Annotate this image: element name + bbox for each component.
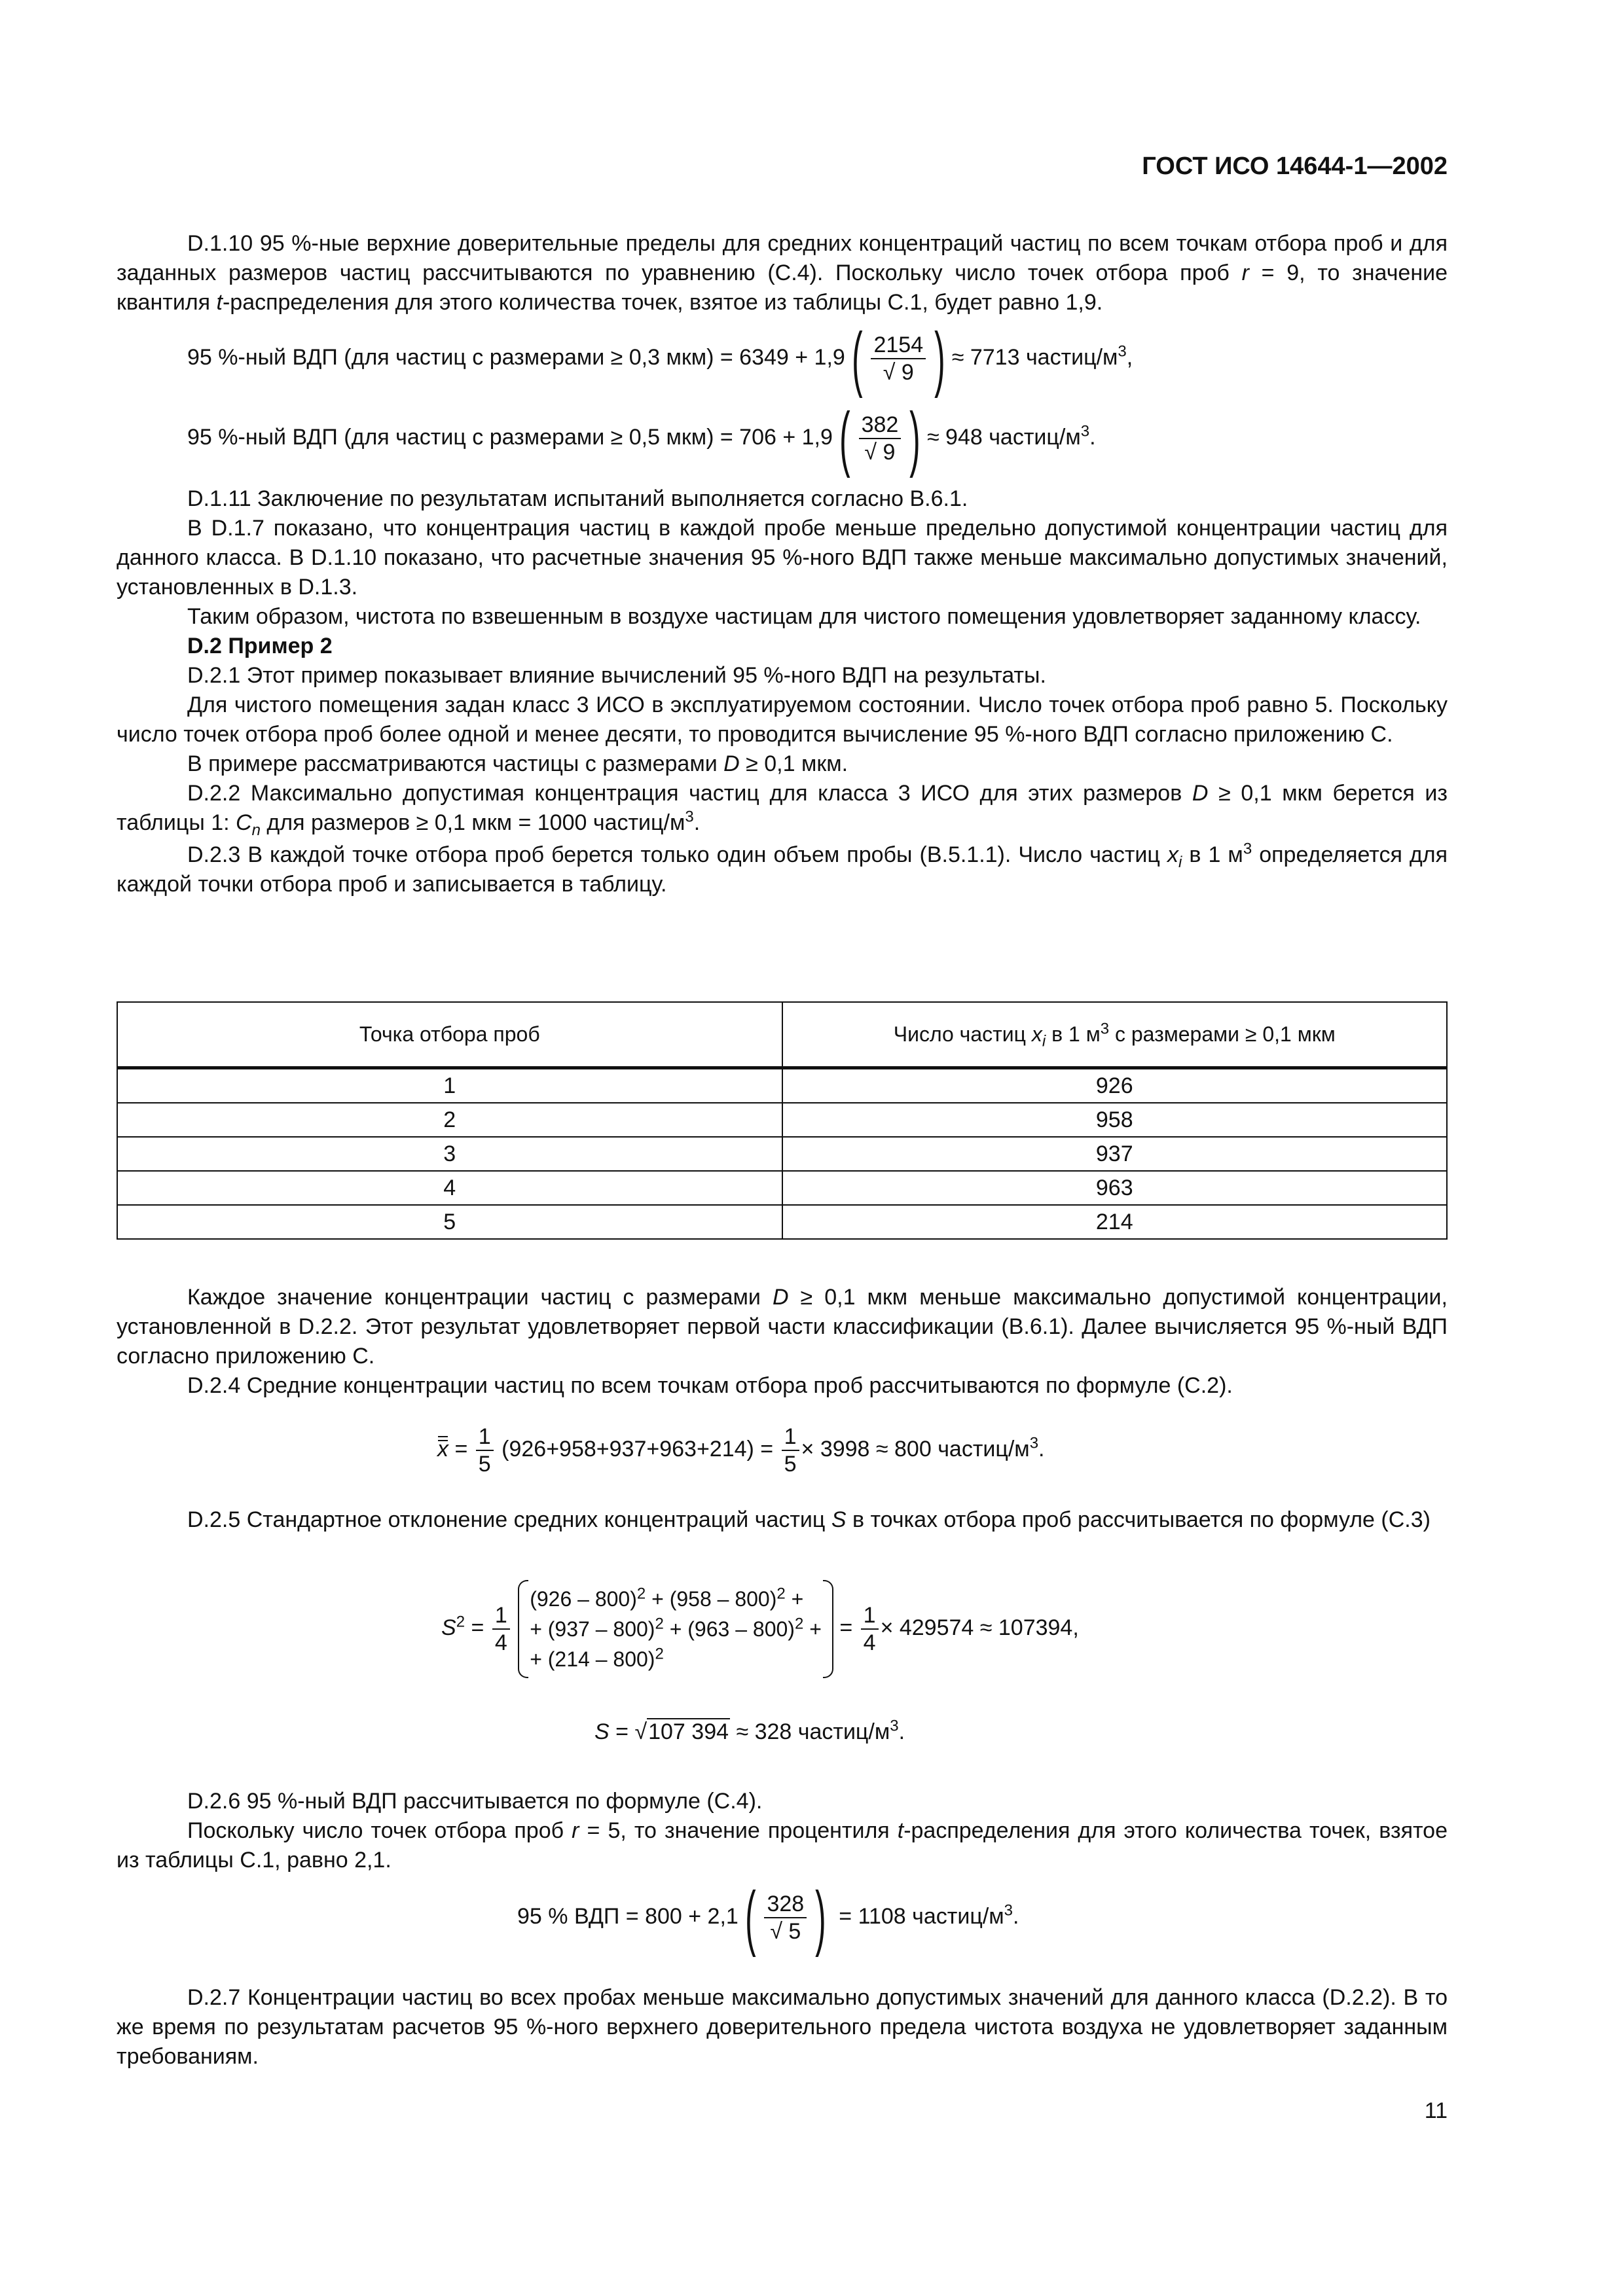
formula-ucl-03: 95 %-ный ВДП (для частиц с размерами ≥ 0,3 мкм) = 6349 + 1,9( $\frac{2154}{√ 9}$ ) ≈ 7713 частиц/$м^3$, — [187, 318, 1133, 399]
page-number: 11 — [1424, 2098, 1448, 2123]
paragraph-conclusion: D.1.11 Заключение по результатам испытаний выполняется согласно В.6.1. В D.1.7 показано, что концентрация частиц в каждой пробе меньше предельно допустимой концентрации частиц для данного класса. В D.1.10 показано, что расчетные значения 95 %-ного ВДП также меньше максимально допустимых значений, установленных в D.1.3. Таким образом, чистота по взвешенным в воздухе частицам для чистого помещения удовлетворяет заданному классу. D.2 Пример 2 D.2.1 Этот пример показывает влияние вычислений 95 %-ного ВДП на результаты. Для чистого помещения задан класс 3 ИСО в эксплуатируемом состоянии. Число точек отбора проб равно 5. Поскольку число точек отбора проб более одной и менее десяти, то проводится вычисление 95 %-ного ВДП согласно приложению С. В примере рассматриваются частицы с размерами D ≥ 0,1 мкм. D.2.2 Максимально допустимая концентрация частиц для класса 3 ИСО для этих размеров D ≥ 0,1 мкм берется из таблицы 1: $C_n$ для размеров ≥ 0,1 мкм = 1000 частиц/$м^3$. D.2.3 В каждой точке отбора проб берется только один объем пробы (В.5.1.1). Число частиц $x_i$ в 1 $м^3$ определяется для каждой точки отбора проб и записывается в таблицу. — [117, 486, 1448, 897]
formula-ucl-final: 95 % ВДП = 800 + 2,1( $\frac{328}{√ 5}$ ) = 1108 частиц/$м^3$. — [517, 1877, 1019, 1958]
table-row: 1 926 — [117, 1068, 1447, 1103]
table-row: 5 214 — [117, 1205, 1447, 1239]
formula-ucl-05: 95 %-ный ВДП (для частиц с размерами ≥ 0,5 мкм) = 706 + 1,9( $\frac{382}{√ 9}$ ) ≈ 948 частиц/$м^3$. — [187, 398, 1096, 478]
paragraph-d110: D.1.10 95 %-ные верхние доверительные пределы для средних концентраций частиц по всем точкам отбора проб и для заданных размеров частиц рассчитываются по уравнению (С.4). Поскольку число точек отбора проб r = 9, то значение квантиля t-распределения для этого количества точек, взятое из таблицы С.1, будет равно 1,9. — [117, 231, 1448, 315]
paragraph-d26: D.2.6 95 %-ный ВДП рассчитывается по формуле (С.4). Поскольку число точек отбора проб r = 5, то значение процентиля t-распределения для этого количества точек, взятое из таблицы С.1, равно 2,1. — [117, 1789, 1448, 1873]
table-row: 3 937 — [117, 1137, 1447, 1171]
variance-bracket: (926 – 800)$^2$ + (958 – 800)$^2$ + + (937 – 800)$^2$ + (963 – 800)$^2$ + + (214 – 800)$^2$ — [518, 1584, 833, 1674]
formula-std-dev: S = √107 394 ≈ 328 частиц/$м^3$. — [594, 1717, 905, 1744]
paragraph-d25: D.2.5 Стандартное отклонение средних концентраций частиц S в точках отбора проб рассчитывается по формуле (С.3) — [187, 1507, 1431, 1532]
paragraph-d27: D.2.7 Концентрации частиц во всех пробах меньше максимально допустимых значений для данного класса (D.2.2). В то же время по результатам расчетов 95 %-ного верхнего доверительного предела чистота воздуха не удовлетворяет заданным требованиям. — [117, 1985, 1448, 2069]
formula-mean: x = $\frac{1}{5}$ (926+958+937+963+214) = $\frac{1}{5}$ × 3998 ≈ 800 частиц/$м^3$. — [437, 1424, 1045, 1477]
paragraph-after-table: Каждое значение концентрации частиц с размерами D ≥ 0,1 мкм меньше максимально допустимой концентрации, установленной в D.2.2. Этот результат удовлетворяет первой части классификации (В.6.1). Далее вычисляется 95 %-ный ВДП согласно приложению С. D.2.4 Средние концентрации частиц по всем точкам отбора проб рассчитываются по формуле (С.2). — [117, 1285, 1448, 1398]
formula-variance: $S^2$ = $\frac{1}{4}$ (926 – 800)$^2$ + (958 – 800)$^2$ + + (937 – 800)$^2$ + (963 – 800)$^2$ + + (214 – 800)$^2$ = $\frac{1}{4}$ × 429574 ≈ 107394, — [441, 1584, 1079, 1674]
concentration-table — [117, 1001, 1448, 1240]
table-row: 2 958 — [117, 1103, 1447, 1137]
document-id: ГОСТ ИСО 14644-1—2002 — [1142, 152, 1448, 180]
table-row: 4 963 — [117, 1171, 1447, 1205]
section-heading-d2: D.2 Пример 2 — [187, 634, 333, 658]
table-header-point: Точка отбора проб — [117, 1002, 782, 1068]
table-header-count: Число частиц $x_i$ в 1 $м^3$ с размерами ≥ 0,1 мкм — [782, 1002, 1448, 1068]
